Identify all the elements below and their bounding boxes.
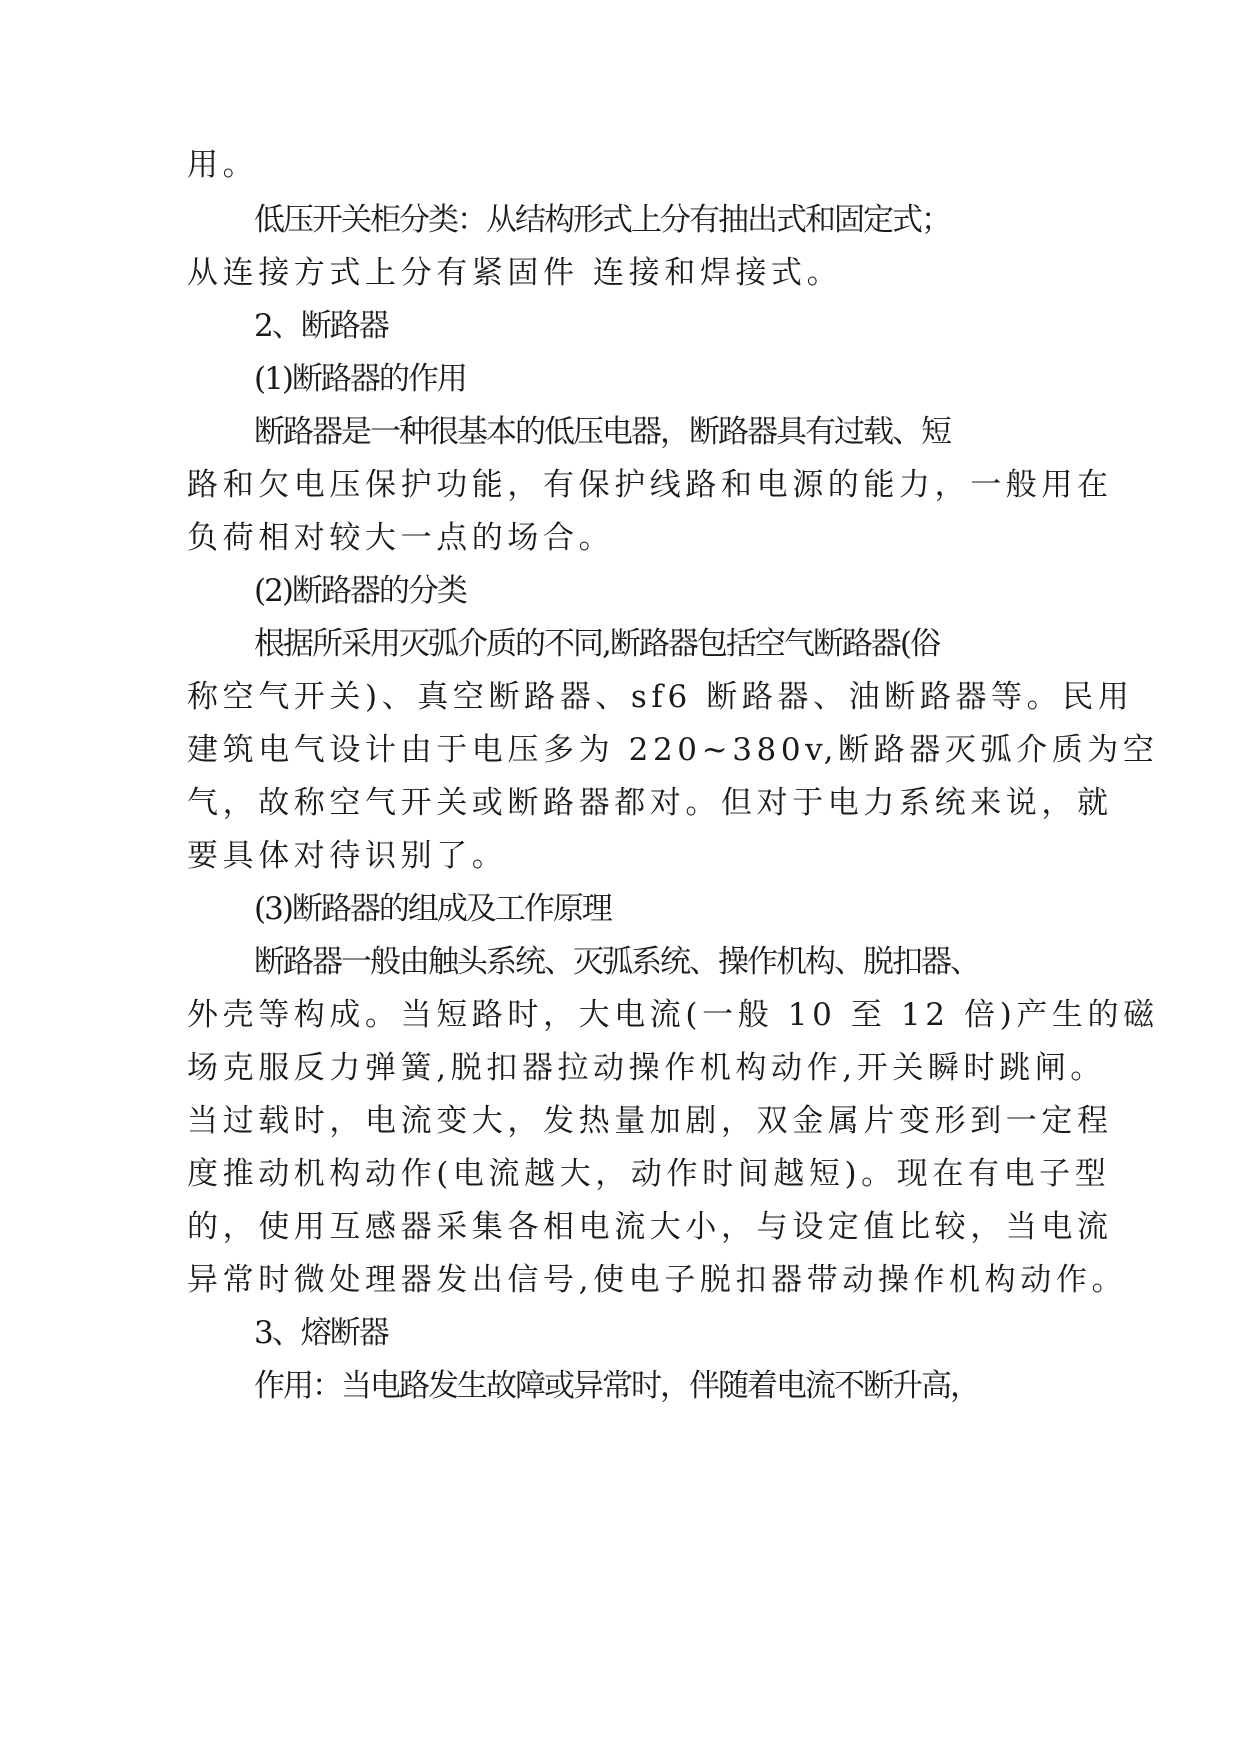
text-line: 建筑电气设计由于电压多为 220~380v,断路器灭弧介质为空 (187, 732, 1159, 768)
section-heading: 3、熔断器 (254, 1315, 388, 1351)
text-line: 断路器是一种很基本的低压电器，断路器具有过载、短 (254, 414, 950, 450)
text-line: 当过载时，电流变大，发热量加剧，双金属片变形到一定程 (187, 1103, 1113, 1139)
text-line: 从连接方式上分有紧固件 连接和焊接式。 (187, 255, 843, 291)
section-heading: 2、断路器 (254, 308, 388, 344)
text-line: 异常时微处理器发出信号,使电子脱扣器带动操作机构动作。 (187, 1262, 1128, 1298)
text-line: 负荷相对较大一点的场合。 (187, 520, 615, 556)
text-line: 气，故称空气开关或断路器都对。但对于电力系统来说，就 (187, 785, 1113, 821)
subsection-heading: (1)断路器的作用 (254, 361, 466, 397)
text-line: 度推动机构动作(电流越大，动作时间越短)。现在有电子型 (187, 1156, 1111, 1192)
subsection-heading: (2)断路器的分类 (254, 573, 466, 609)
text-line: 低压开关柜分类：从结构形式上分有抽出式和固定式； (254, 202, 950, 238)
text-line: 路和欠电压保护功能，有保护线路和电源的能力，一般用在 (187, 467, 1113, 503)
text-line: 作用：当电路发生故障或异常时，伴随着电流不断升高， (254, 1368, 979, 1404)
text-line: 用。 (187, 147, 259, 183)
text-line: 的，使用互感器采集各相电流大小，与设定值比较，当电流 (187, 1209, 1113, 1245)
text-line: 外壳等构成。当短路时，大电流(一般 10 至 12 倍)产生的磁 (187, 997, 1159, 1033)
text-line: 要具体对待识别了。 (187, 838, 508, 874)
text-line: 根据所采用灭弧介质的不同,断路器包括空气断路器(俗 (254, 626, 939, 662)
text-line: 断路器一般由触头系统、灭弧系统、操作机构、脱扣器、 (254, 944, 979, 980)
subsection-heading: (3)断路器的组成及工作原理 (254, 891, 611, 927)
text-line: 称空气开关)、真空断路器、sf6 断路器、油断路器等。民用 (187, 679, 1134, 715)
text-line: 场克服反力弹簧,脱扣器拉动操作机构动作,开关瞬时跳闸。 (187, 1050, 1106, 1086)
